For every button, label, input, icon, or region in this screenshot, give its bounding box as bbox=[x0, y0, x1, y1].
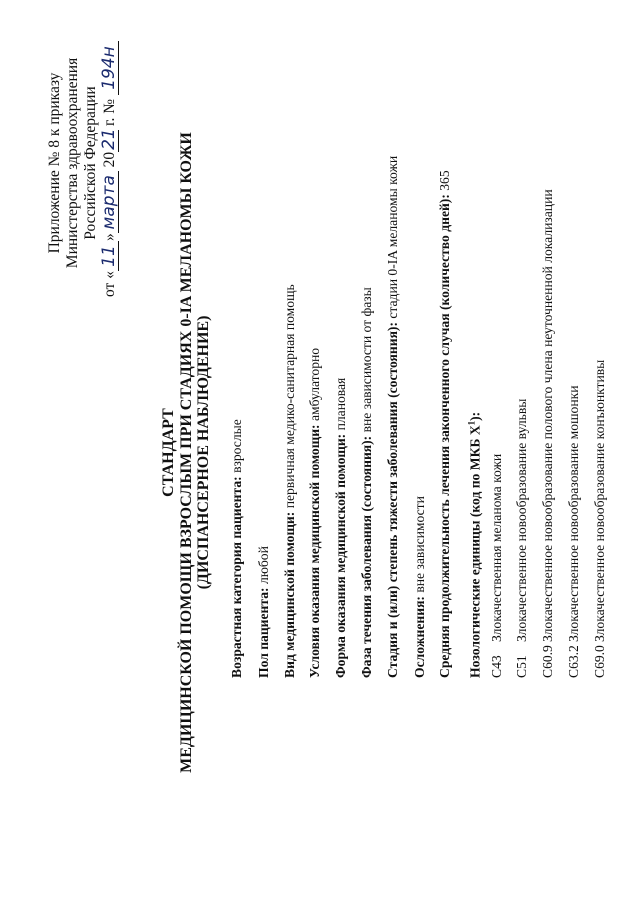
nosology-item: C63.2Злокачественное новообразование мошонки bbox=[566, 385, 581, 678]
title-line-3: (ДИСПАНСЕРНОЕ НАБЛЮДЕНИЕ) bbox=[195, 315, 212, 590]
approval-block bbox=[46, 33, 119, 297]
nosology-item: C69.0Злокачественное новообразование конъюнктивы bbox=[592, 359, 607, 678]
handwritten-day: 11 bbox=[100, 241, 119, 271]
nosology-item: C43Злокачественная меланома кожи bbox=[489, 453, 504, 678]
field-sex: Пол пациента: любой bbox=[256, 546, 271, 678]
field-disease-stage: Стадия и (или) степень тяжести заболевания (состояния): стадии 0-IA меланомы кожи bbox=[385, 155, 400, 678]
handwritten-year: 21 bbox=[99, 128, 119, 150]
icd-code: C63.2 bbox=[566, 645, 581, 678]
nosology-heading: Нозологические единицы (код по МКБ $X^1$): bbox=[466, 411, 483, 678]
icd-code: C69.0 bbox=[592, 645, 607, 678]
standard-title bbox=[160, 0, 213, 905]
title-line-1: СТАНДАРТ bbox=[160, 408, 177, 497]
field-disease-phase: Фаза течения заболевания (состояния): вне зависимости от фазы bbox=[359, 287, 374, 678]
icd-code: C51 bbox=[514, 655, 529, 678]
nosology-item: C60.9Злокачественное новообразование полового члена неуточненной локализации bbox=[540, 189, 555, 678]
field-treatment-duration: Средняя продолжительность лечения законченного случая (количество дней): 365 bbox=[437, 170, 452, 678]
field-age-category: Возрастная категория пациента: взрослые bbox=[229, 419, 244, 678]
title-line-2: МЕДИЦИНСКОЙ ПОМОЩИ ВЗРОСЛЫМ ПРИ СТАДИЯХ 0-IA МЕЛАНОМЫ КОЖИ bbox=[177, 132, 195, 773]
handwritten-order-number: 194н bbox=[100, 41, 119, 95]
handwritten-month: марта bbox=[100, 171, 119, 233]
icd-code: C60.9 bbox=[540, 645, 555, 678]
field-care-type: Вид медицинской помощи: первичная медико-санитарная помощь bbox=[282, 284, 297, 678]
nosology-item: C51Злокачественное новообразование вульвы bbox=[514, 398, 529, 678]
icd-code: C43 bbox=[489, 655, 504, 678]
field-care-form: Форма оказания медицинской помощи: плановая bbox=[333, 377, 348, 678]
approval-date-line: от «11»марта 2021 г. № 194н bbox=[100, 33, 119, 297]
field-complications: Осложнения: вне зависимости bbox=[412, 496, 427, 678]
approval-line-2: Министерства здравоохранения bbox=[64, 57, 81, 269]
field-care-conditions: Условия оказания медицинской помощи: амбулаторно bbox=[307, 347, 322, 678]
approval-line-1: Приложение № 8 к приказу bbox=[46, 72, 63, 254]
approval-line-3: Российской Федерации bbox=[82, 86, 99, 240]
